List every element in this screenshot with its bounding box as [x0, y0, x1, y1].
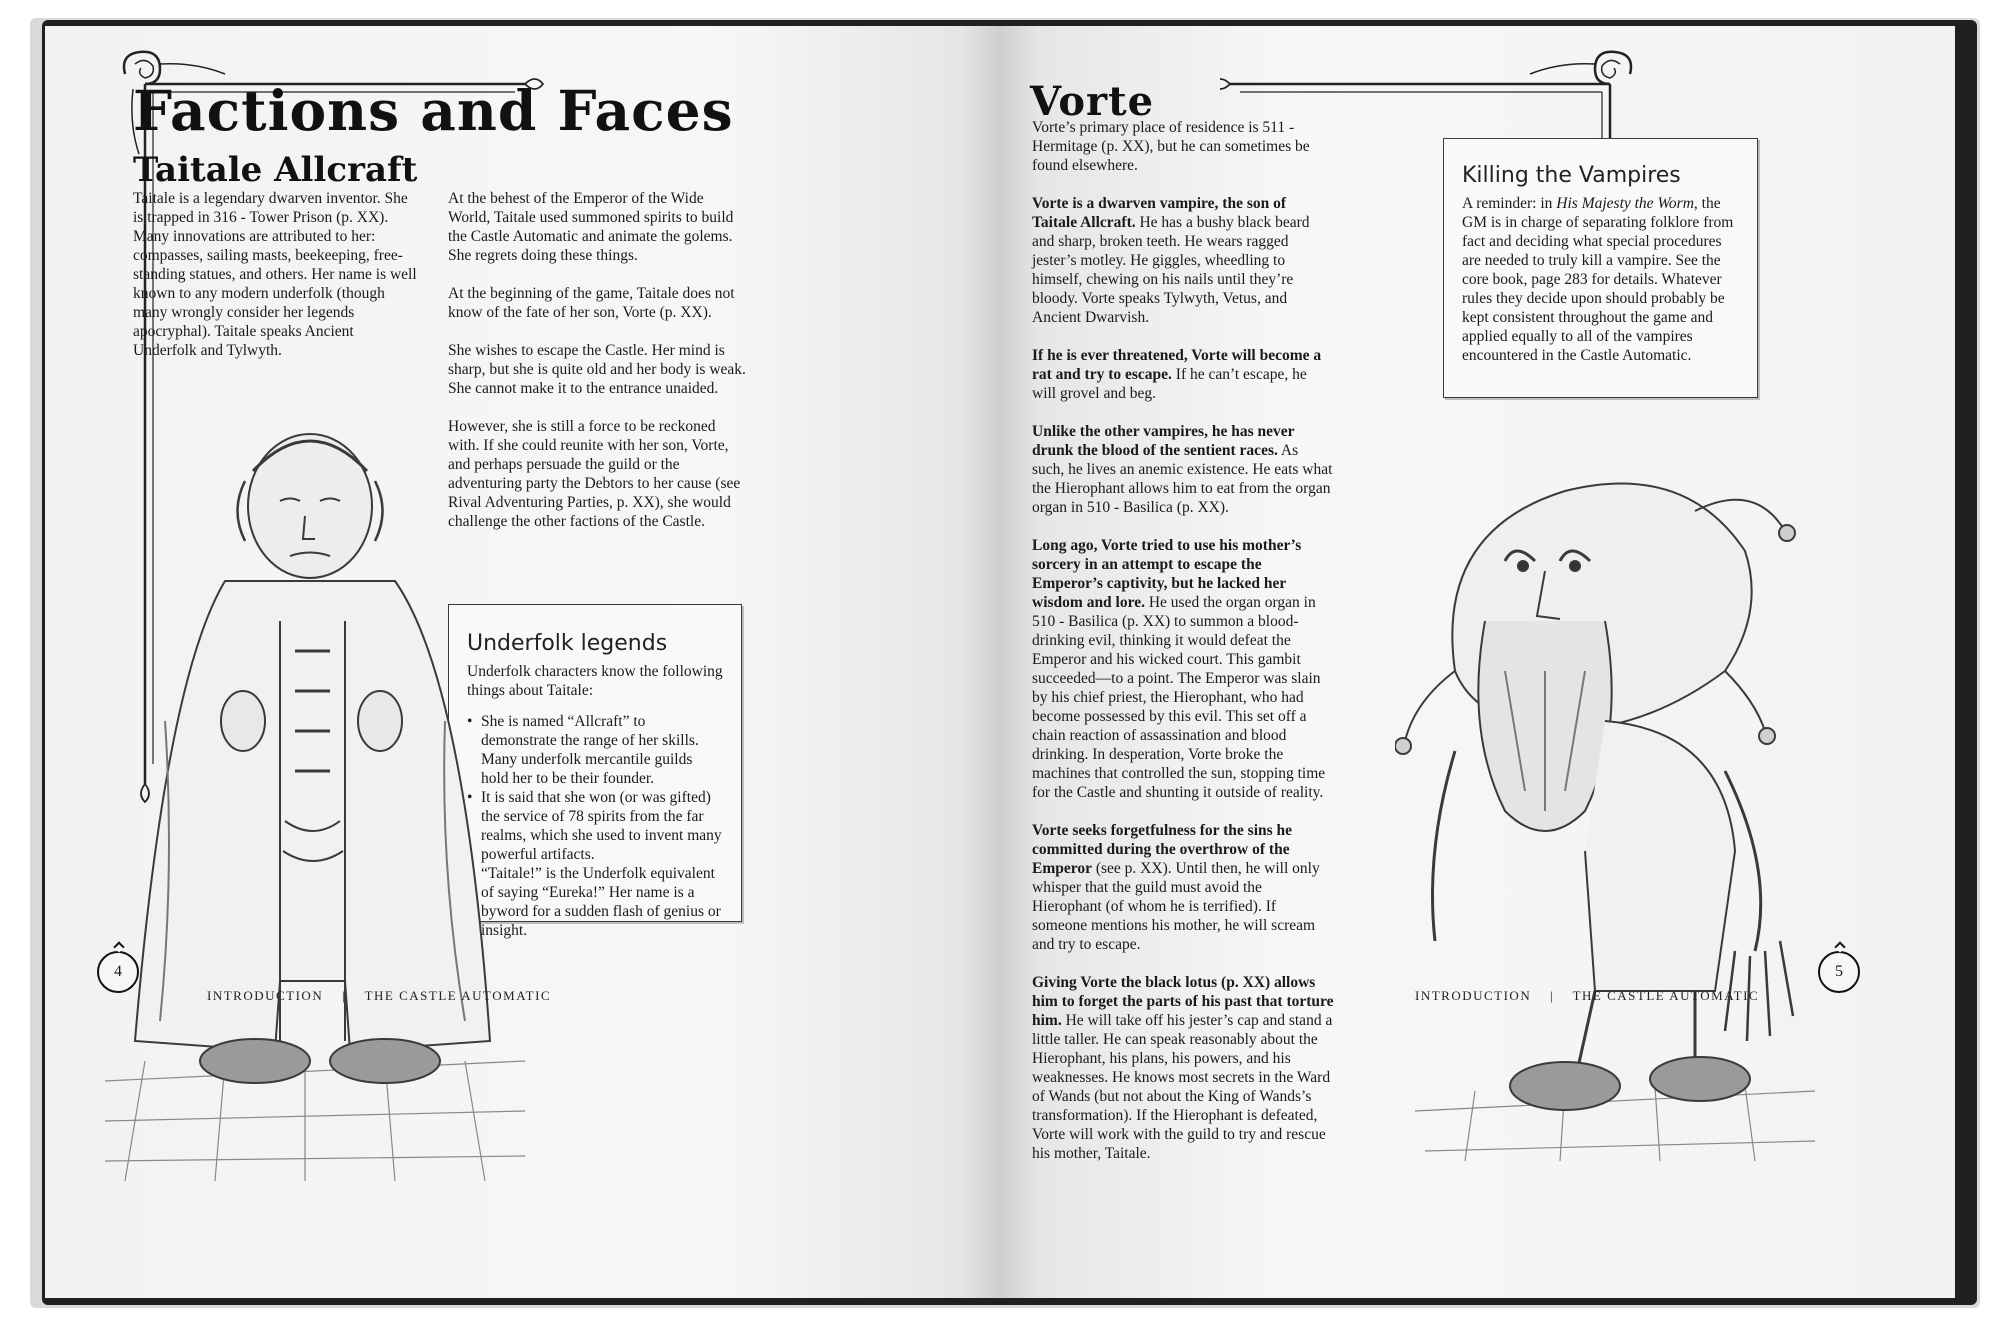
footer-book-title: THE CASTLE AUTOMATIC: [364, 988, 552, 1003]
paragraph-lead: Vorte seeks forgetfulness for the sins he committed during the overthrow of the Emperor: [1032, 822, 1293, 877]
page-number-badge: [1818, 951, 1860, 993]
paragraph-lead: Vorte is a dwarven vampire, the son of Taitale Allcraft.: [1032, 195, 1287, 231]
vorte-illustration: [1395, 471, 1825, 1165]
vorte-text-column: [1032, 118, 1334, 1182]
paragraph-body: If he can’t escape, he will grovel and beg.: [1032, 366, 1307, 402]
paragraph: At the beginning of the game, Taitale does not know of the fate of her son, Vorte (p. XX).: [448, 285, 735, 321]
paragraph-lead: Unlike the other vampires, he has never drunk the blood of the sentient races.: [1032, 423, 1295, 459]
paragraph-lead: Long ago, Vorte tried to use his mother’s sorcery in an attempt to escape the Emperor’s captivity, but he lacked her wisdom and lore.: [1032, 537, 1302, 611]
paragraph-body: Vorte’s primary place of residence is 511 - Hermitage (p. XX), but he can sometimes be found elsewhere.: [1032, 119, 1310, 174]
running-footer: [1415, 988, 1759, 1004]
page-number: 4: [114, 963, 122, 980]
taitale-illustration: [105, 421, 525, 1185]
paragraph-body: He will take off his jester’s cap and stand a little taller. He can speak reasonably about the Hierophant, his plans, his powers, and his weaknesses. He knows most secrets in the Ward of Wands (but not about the King of Wands’s transformation). If the Hierophant is defeated, Vorte will work with the guild to try and rescue his mother, Taitale.: [1032, 1012, 1333, 1162]
paragraph: She wishes to escape the Castle. Her mind is sharp, but she is quite old and her body is weak. She cannot make it to the entrance unaided.: [448, 342, 746, 397]
killing-vampires-box: [1443, 138, 1758, 398]
paragraph-lead: If he is ever threatened, Vorte will become a rat and try to escape.: [1032, 347, 1322, 383]
box-intro: Underfolk characters know the following things about Taitale:: [467, 663, 723, 699]
paragraph-lead: Giving Vorte the black lotus (p. XX) allows him to forget the parts of his past that torture him.: [1032, 974, 1334, 1029]
paragraph-body: He used the organ organ in 510 - Basilica (p. XX) to summon a blood-drinking evil, thinking it would defeat the Emperor and his wicked court. This gambit succeeded—to a point. The Emperor was slain by his chief priest, the Hierophant, who had become possessed by this evil. This set off a chain reaction of assassination and blood drinking. In desperation, Vorte broke the machines that controlled the sun, stopping time for the Castle and shunting it outside of reality.: [1032, 594, 1326, 801]
left-page: [45, 26, 1000, 1298]
paragraph: [1032, 536, 1334, 802]
left-column-text: [133, 189, 421, 379]
page-number-ornament: [1834, 941, 1845, 952]
list-item: • “Taitale!” is the Underfolk equivalent of saying “Eureka!” Her name is a byword for a sudden flash of genius or insight.: [467, 864, 723, 940]
box-text: [1462, 194, 1741, 365]
paragraph: [1032, 422, 1334, 517]
book-title-italic: His Majesty the Worm: [1556, 195, 1694, 212]
page-number-badge: [97, 951, 139, 993]
paragraph-body: He has a bushy black beard and sharp, broken teeth. He wears ragged jester’s motley. He giggles, wheedling to himself, chewing on his nails until they’re bloody. Vorte speaks Tylwyth, Vetus, and Ancient Dwarvish.: [1032, 214, 1310, 326]
box-title: Killing the Vampires: [1462, 163, 1681, 188]
running-footer: [207, 988, 551, 1004]
footer-section: INTRODUCTION: [207, 988, 324, 1003]
box-text-post: , the GM is in charge of separating folklore from fact and deciding what special procedures are needed to truly kill a vampire. See the core book, page 283 for details. Whatever rules they decide upon should probably be kept consistent throughout the game and applied equally to all of the vampires encountered in the Castle Automatic.: [1462, 195, 1734, 364]
box-text-pre: A reminder: in: [1462, 195, 1557, 212]
paragraph: At the behest of the Emperor of the Wide World, Taitale used summoned spirits to build the Castle Automatic and animate the golems. She regrets doing these things.: [448, 190, 734, 264]
paragraph-body: As such, he lives an anemic existence. He eats what the Hierophant allows him to eat from the organ organ in 510 - Basilica (p. XX).: [1032, 442, 1333, 516]
paragraph: However, she is still a force to be reckoned with. If she could reunite with her son, Vorte, and perhaps persuade the guild or the adventuring party the Debtors to her cause (see Rival Adventuring Parties, p. XX), she would challenge the other factions of the Castle.: [448, 418, 741, 530]
paragraph: [1032, 821, 1334, 954]
page-title: Factions and Faces: [133, 78, 734, 143]
footer-separator: |: [341, 988, 347, 1003]
footer-book-title: THE CASTLE AUTOMATIC: [1572, 988, 1760, 1003]
paragraph: [1032, 118, 1334, 175]
paragraph: [1032, 973, 1334, 1163]
footer-section: INTRODUCTION: [1415, 988, 1532, 1003]
footer-separator: |: [1549, 988, 1555, 1003]
section-heading: Taitale Allcraft: [133, 150, 418, 190]
paragraph: [1032, 194, 1334, 327]
page-number: 5: [1835, 963, 1843, 980]
paragraph: [1032, 346, 1334, 403]
list-item: • She is named “Allcraft” to demonstrate the range of her skills. Many underfolk mercantile guilds hold her to be their founder.: [467, 712, 723, 788]
intro-paragraph: Taitale is a legendary dwarven inventor. She is trapped in 316 - Tower Prison (p. XX). Many innovations are attributed to her: compasses, sailing masts, beekeeping, free-standing statues, and others. Her name is well known to any modern underfolk (though many wrongly consider her legends apocryphal). Taitale speaks Ancient Underfolk and Tylwyth.: [133, 190, 417, 359]
paragraph-body: (see p. XX). Until then, he will only whisper that the guild must avoid the Hierophant (of whom he is terrified). If someone mentions his mother, he will scream and try to escape.: [1032, 860, 1320, 953]
box-title: Underfolk legends: [467, 631, 668, 656]
right-page: [1000, 26, 1955, 1298]
page-title: Vorte: [1030, 78, 1155, 125]
list-item: • It is said that she won (or was gifted) the service of 78 spirits from the far realms, which she used to invent many powerful artifacts.: [467, 788, 723, 864]
